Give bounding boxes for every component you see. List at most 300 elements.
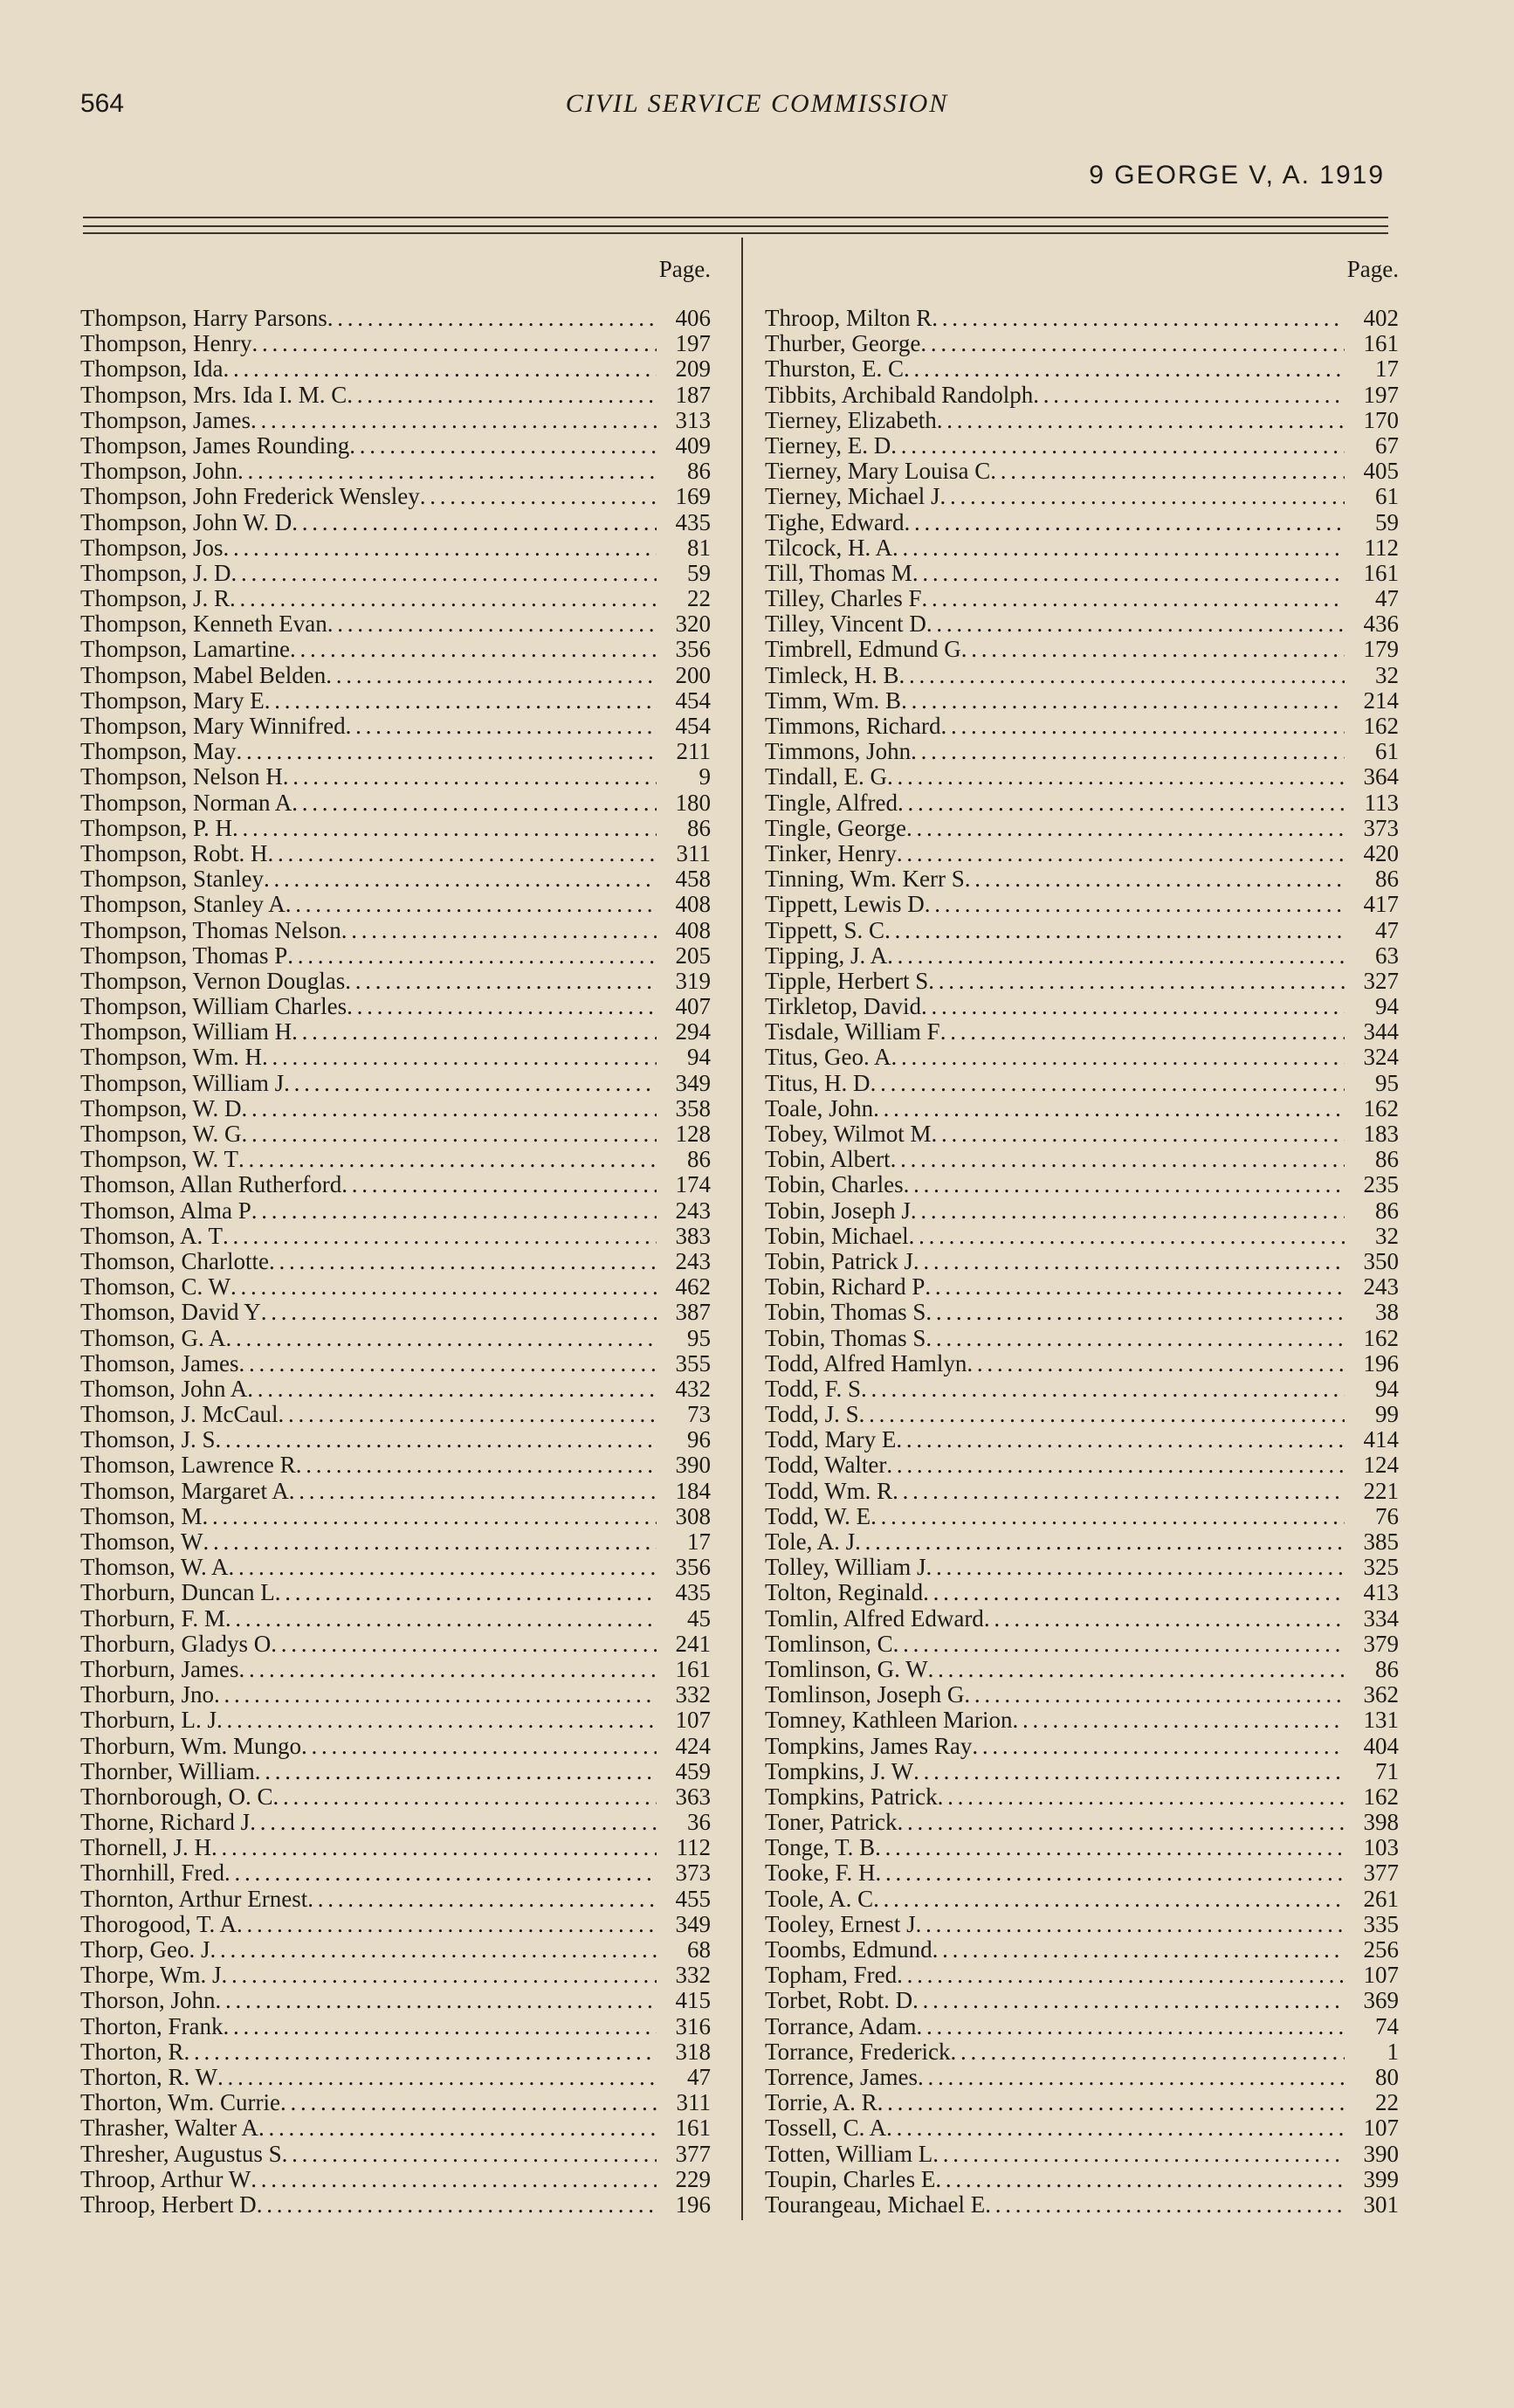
dot-leader xyxy=(965,866,1345,892)
page-number: 564 xyxy=(80,89,125,118)
dot-leader xyxy=(913,1249,1345,1274)
index-entry xyxy=(765,1071,1399,1096)
entry-page: 377 xyxy=(1363,1860,1399,1887)
dot-leader xyxy=(897,1963,1345,1988)
entry-name: Thorpe, Wm. J xyxy=(80,1963,222,1989)
entry-name: Thomson, W xyxy=(80,1529,203,1555)
dot-leader xyxy=(1033,383,1345,408)
entry-name: Todd, Wm. R xyxy=(765,1478,893,1504)
left-index-list xyxy=(80,306,711,2218)
entry-page: 161 xyxy=(675,2115,711,2142)
column-divider xyxy=(741,238,743,2220)
dot-leader xyxy=(286,892,657,917)
dot-leader xyxy=(892,1479,1345,1504)
index-entry xyxy=(765,1580,1399,1605)
entry-page: 408 xyxy=(675,892,711,918)
entry-name: Toombs, Edmund xyxy=(765,1937,932,1963)
entry-name: Thorburn, L. J xyxy=(80,1708,217,1734)
index-entry xyxy=(765,1147,1399,1172)
entry-page: 383 xyxy=(675,1223,711,1249)
dot-leader xyxy=(258,2115,657,2141)
index-entry xyxy=(80,1632,711,1657)
entry-page: 38 xyxy=(1375,1300,1399,1326)
entry-page: 162 xyxy=(1363,1325,1399,1351)
entry-name: Thompson, William J xyxy=(80,1070,285,1096)
entry-page: 211 xyxy=(676,739,711,765)
entry-page: 95 xyxy=(687,1325,711,1351)
index-entry xyxy=(80,1121,711,1147)
dot-leader xyxy=(217,2065,657,2090)
dot-leader xyxy=(301,1734,657,1759)
index-entry xyxy=(765,1887,1399,1912)
entry-name: Thorburn, Wm. Mungo xyxy=(80,1733,301,1759)
entry-name: Thompson, P. H xyxy=(80,815,233,841)
header-rule xyxy=(83,217,1388,218)
dot-leader xyxy=(932,1121,1345,1147)
dot-leader xyxy=(284,1071,657,1096)
entry-page: 22 xyxy=(687,586,711,612)
entry-name: Thompson, W. D xyxy=(80,1095,242,1121)
entry-page: 415 xyxy=(675,1988,711,2014)
dot-leader xyxy=(226,1326,657,1351)
entry-page: 63 xyxy=(1375,942,1399,969)
entry-name: Tobin, Joseph J xyxy=(765,1197,911,1224)
index-entry xyxy=(765,1096,1399,1121)
index-entry xyxy=(80,408,711,433)
dot-leader xyxy=(214,1682,657,1708)
entry-name: Tibbits, Archibald Randolph xyxy=(765,382,1034,408)
index-entry xyxy=(80,892,711,917)
entry-page: 390 xyxy=(675,1452,711,1479)
entry-page: 162 xyxy=(1363,1784,1399,1810)
index-entry xyxy=(80,510,711,535)
dot-leader xyxy=(899,663,1345,688)
index-entry xyxy=(765,2039,1399,2065)
dot-leader xyxy=(871,1504,1345,1529)
index-entry xyxy=(765,739,1399,764)
entry-name: Thorburn, Jno xyxy=(80,1682,214,1708)
entry-page: 414 xyxy=(1363,1427,1399,1453)
dot-leader xyxy=(347,383,657,408)
entry-page: 398 xyxy=(1363,1810,1399,1836)
entry-name: Thompson, Stanley A xyxy=(80,892,286,918)
entry-name: Tierney, Mary Louisa C xyxy=(765,459,991,485)
entry-page: 95 xyxy=(1375,1070,1399,1096)
entry-name: Thompson, Kenneth Evan xyxy=(80,611,327,638)
index-entry xyxy=(80,1504,711,1529)
entry-name: Tinning, Wm. Kerr S xyxy=(765,866,965,893)
dot-leader xyxy=(225,1606,657,1632)
dot-leader xyxy=(275,1580,657,1605)
index-entry xyxy=(765,1810,1399,1835)
dot-leader xyxy=(283,764,657,790)
entry-page: 196 xyxy=(675,2191,711,2218)
entry-page: 362 xyxy=(1363,1682,1399,1708)
index-entry xyxy=(80,306,711,331)
entry-page: 435 xyxy=(675,509,711,535)
entry-page: 179 xyxy=(1363,637,1399,663)
dot-leader xyxy=(223,1224,657,1249)
entry-name: Throop, Arthur W xyxy=(80,2166,251,2192)
entry-page: 243 xyxy=(675,1197,711,1224)
entry-page: 327 xyxy=(1363,968,1399,994)
dot-leader xyxy=(985,2192,1345,2218)
index-entry xyxy=(765,1504,1399,1529)
entry-page: 162 xyxy=(1363,714,1399,739)
index-entry xyxy=(80,688,711,714)
entry-name: Tomney, Kathleen Marion xyxy=(765,1708,1013,1734)
entry-name: Thompson, Stanley xyxy=(80,866,264,893)
index-entry xyxy=(80,943,711,969)
index-entry xyxy=(765,611,1399,637)
entry-name: Thompson, W. G xyxy=(80,1121,242,1147)
entry-name: Toole, A. C xyxy=(765,1886,874,1912)
dot-leader xyxy=(939,484,1345,509)
index-entry xyxy=(80,1887,711,1912)
dot-leader xyxy=(257,2192,657,2218)
entry-name: Tilley, Vincent D xyxy=(765,611,926,638)
entry-page: 335 xyxy=(1363,1911,1399,1937)
entry-name: Tobin, Michael xyxy=(765,1223,909,1249)
entry-page: 436 xyxy=(1363,611,1399,638)
entry-page: 76 xyxy=(1375,1503,1399,1529)
index-entry xyxy=(80,663,711,688)
dot-leader xyxy=(938,1784,1345,1810)
entry-page: 17 xyxy=(1375,356,1399,383)
entry-page: 344 xyxy=(1363,1019,1399,1045)
index-entry xyxy=(765,1835,1399,1860)
entry-name: Todd, Mary E xyxy=(765,1427,897,1453)
dot-leader xyxy=(251,1198,657,1224)
index-entry xyxy=(80,1452,711,1478)
index-entry xyxy=(80,1988,711,2013)
index-entry xyxy=(765,1479,1399,1504)
entry-page: 349 xyxy=(675,1070,711,1096)
entry-name: Thomson, A. T xyxy=(80,1223,224,1249)
dot-leader xyxy=(262,1045,657,1070)
entry-page: 86 xyxy=(1375,866,1399,893)
entry-name: Tipple, Herbert S xyxy=(765,968,929,994)
dot-leader xyxy=(920,331,1345,356)
dot-leader xyxy=(296,1452,657,1478)
index-entry xyxy=(765,637,1399,662)
index-entry xyxy=(80,1376,711,1402)
index-entry xyxy=(80,1172,711,1197)
dot-leader xyxy=(216,1988,657,2013)
index-entry xyxy=(80,637,711,662)
entry-name: Thompson, William Charles xyxy=(80,994,348,1020)
entry-name: Torrance, Frederick xyxy=(765,2039,951,2065)
entry-name: Tomlinson, C xyxy=(765,1631,893,1657)
index-entry xyxy=(80,1045,711,1070)
entry-page: 243 xyxy=(675,1248,711,1274)
entry-name: Thorburn, Gladys O xyxy=(80,1631,272,1657)
index-entry xyxy=(765,1759,1399,1784)
index-entry xyxy=(80,1708,711,1733)
dot-leader xyxy=(873,1096,1345,1121)
entry-name: Toner, Patrick xyxy=(765,1810,898,1836)
entry-page: 243 xyxy=(1363,1274,1399,1301)
index-entry xyxy=(765,1529,1399,1555)
entry-page: 377 xyxy=(675,2141,711,2167)
entry-page: 86 xyxy=(687,815,711,841)
entry-name: Tobin, Thomas S xyxy=(765,1325,926,1351)
dot-leader xyxy=(223,2014,657,2039)
entry-page: 308 xyxy=(675,1503,711,1529)
dot-leader xyxy=(937,408,1345,433)
index-entry xyxy=(765,1402,1399,1427)
index-entry xyxy=(80,969,711,994)
dot-leader xyxy=(892,535,1345,561)
entry-page: 320 xyxy=(675,611,711,638)
right-index-list xyxy=(765,306,1399,2218)
index-entry xyxy=(80,1912,711,1937)
dot-leader xyxy=(271,1632,657,1657)
index-entry xyxy=(80,1300,711,1325)
dot-leader xyxy=(906,816,1345,841)
entry-page: 1 xyxy=(1387,2039,1399,2065)
entry-page: 170 xyxy=(1363,407,1399,433)
dot-leader xyxy=(341,918,657,943)
entry-name: Todd, W. E xyxy=(765,1503,871,1529)
index-entry xyxy=(765,459,1399,484)
dot-leader xyxy=(307,1887,657,1912)
entry-name: Thornborough, O. C xyxy=(80,1784,273,1810)
index-entry xyxy=(765,892,1399,917)
entry-page: 22 xyxy=(1375,2090,1399,2116)
entry-page: 99 xyxy=(1375,1402,1399,1428)
entry-page: 358 xyxy=(675,1095,711,1121)
dot-leader xyxy=(961,637,1345,662)
entry-page: 161 xyxy=(1363,560,1399,586)
dot-leader xyxy=(925,892,1345,917)
entry-name: Thurston, E. C xyxy=(765,356,904,383)
entry-page: 124 xyxy=(1363,1452,1399,1479)
index-entry xyxy=(765,1963,1399,1988)
index-entry xyxy=(80,790,711,816)
index-entry xyxy=(765,994,1399,1019)
index-entry xyxy=(80,1071,711,1096)
dot-leader xyxy=(290,637,657,662)
dot-leader xyxy=(242,1121,657,1147)
index-entry xyxy=(80,1479,711,1504)
entry-page: 409 xyxy=(675,432,711,459)
entry-page: 80 xyxy=(1375,2064,1399,2090)
entry-page: 332 xyxy=(675,1682,711,1708)
index-entry xyxy=(80,383,711,408)
dot-leader xyxy=(928,969,1345,994)
dot-leader xyxy=(268,841,657,866)
dot-leader xyxy=(1013,1708,1345,1733)
index-entry xyxy=(80,714,711,739)
entry-page: 462 xyxy=(675,1274,711,1301)
index-entry xyxy=(765,1988,1399,2013)
entry-page: 301 xyxy=(1363,2191,1399,2218)
dot-leader xyxy=(926,1300,1345,1325)
entry-page: 162 xyxy=(1363,1095,1399,1121)
dot-leader xyxy=(855,1529,1345,1555)
entry-page: 205 xyxy=(675,942,711,969)
entry-page: 67 xyxy=(1375,432,1399,459)
index-entry xyxy=(765,688,1399,714)
entry-name: Timleck, H. B xyxy=(765,662,899,688)
entry-name: Tobin, Charles xyxy=(765,1172,904,1198)
dot-leader xyxy=(327,611,657,637)
entry-page: 325 xyxy=(1363,1555,1399,1581)
index-entry xyxy=(765,331,1399,356)
entry-name: Totten, William L xyxy=(765,2141,933,2167)
entry-name: Thorburn, James xyxy=(80,1656,239,1682)
entry-page: 73 xyxy=(687,1402,711,1428)
entry-name: Tobin, Albert xyxy=(765,1147,891,1173)
entry-page: 356 xyxy=(675,637,711,663)
entry-name: Tilley, Charles F xyxy=(765,586,922,612)
index-entry xyxy=(765,816,1399,841)
dot-leader xyxy=(265,688,657,714)
entry-page: 399 xyxy=(1363,2166,1399,2192)
dot-leader xyxy=(292,790,657,816)
dot-leader xyxy=(926,611,1345,637)
index-entry xyxy=(80,2014,711,2039)
index-entry xyxy=(765,1121,1399,1147)
index-entry xyxy=(765,2115,1399,2141)
dot-leader xyxy=(897,1810,1345,1835)
entry-page: 379 xyxy=(1363,1631,1399,1657)
index-entry xyxy=(80,1198,711,1224)
index-entry xyxy=(80,866,711,892)
entry-page: 94 xyxy=(687,1045,711,1071)
entry-name: Toupin, Charles E xyxy=(765,2166,936,2192)
entry-name: Tompkins, Patrick xyxy=(765,1784,938,1810)
entry-page: 390 xyxy=(1363,2141,1399,2167)
index-entry xyxy=(765,1351,1399,1376)
entry-name: Timbrell, Edmund G xyxy=(765,637,961,663)
entry-name: Thomson, J. S xyxy=(80,1427,216,1453)
dot-leader xyxy=(231,561,657,586)
dot-leader xyxy=(264,866,657,892)
dot-leader xyxy=(289,1479,657,1504)
entry-page: 332 xyxy=(675,1963,711,1989)
dot-leader xyxy=(326,663,657,688)
entry-name: Torbet, Robt. D xyxy=(765,1988,913,2014)
index-entry xyxy=(765,1249,1399,1274)
dot-leader xyxy=(926,1555,1345,1580)
entry-page: 313 xyxy=(675,407,711,433)
dot-leader xyxy=(932,306,1345,331)
index-entry xyxy=(765,841,1399,866)
entry-name: Tobey, Wilmot M xyxy=(765,1121,932,1147)
entry-page: 47 xyxy=(1375,917,1399,943)
dot-leader xyxy=(926,1326,1345,1351)
index-entry xyxy=(765,1452,1399,1478)
dot-leader xyxy=(238,1657,657,1682)
index-entry xyxy=(765,1427,1399,1452)
entry-page: 387 xyxy=(675,1300,711,1326)
entry-name: Thompson, John Frederick Wensley xyxy=(80,484,420,510)
index-entry xyxy=(80,1759,711,1784)
entry-name: Thorogood, T. A xyxy=(80,1911,237,1937)
entry-page: 316 xyxy=(675,2013,711,2039)
entry-page: 350 xyxy=(1363,1248,1399,1274)
dot-leader xyxy=(279,1402,657,1427)
index-entry xyxy=(765,1734,1399,1759)
dot-leader xyxy=(237,739,657,764)
dot-leader xyxy=(972,1734,1345,1759)
index-entry xyxy=(80,561,711,586)
entry-name: Throop, Herbert D xyxy=(80,2191,257,2218)
index-entry xyxy=(765,1632,1399,1657)
entry-name: Timmons, John xyxy=(765,739,912,765)
dot-leader xyxy=(224,1860,657,1886)
entry-page: 17 xyxy=(687,1529,711,1555)
entry-page: 256 xyxy=(1363,1937,1399,1963)
index-entry xyxy=(765,1045,1399,1070)
entry-name: Toale, John xyxy=(765,1095,874,1121)
entry-name: Thomson, Lawrence R xyxy=(80,1452,296,1479)
dot-leader xyxy=(912,1988,1345,2013)
index-entry xyxy=(80,586,711,611)
entry-page: 221 xyxy=(1363,1478,1399,1504)
index-entry xyxy=(765,1606,1399,1632)
dot-leader xyxy=(237,1912,657,1937)
dot-leader xyxy=(932,1937,1345,1963)
dot-leader xyxy=(884,918,1345,943)
dot-leader xyxy=(345,969,657,994)
dot-leader xyxy=(990,459,1345,484)
entry-name: Todd, J. S xyxy=(765,1402,859,1428)
entry-name: Thompson, Thomas P xyxy=(80,942,288,969)
index-entry xyxy=(765,1172,1399,1197)
index-entry xyxy=(80,1606,711,1632)
dot-leader xyxy=(341,1172,657,1197)
entry-name: Tindall, E. G xyxy=(765,764,888,790)
dot-leader xyxy=(877,2090,1345,2115)
entry-name: Thompson, Henry xyxy=(80,331,252,357)
index-entry xyxy=(765,1019,1399,1045)
entry-name: Tomlin, Alfred Edward xyxy=(765,1605,984,1632)
entry-page: 311 xyxy=(676,840,711,866)
dot-leader xyxy=(928,1657,1345,1682)
index-entry xyxy=(80,739,711,764)
index-entry xyxy=(765,586,1399,611)
index-entry xyxy=(80,1529,711,1555)
index-entry xyxy=(765,663,1399,688)
dot-leader xyxy=(875,1835,1345,1860)
entry-name: Tobin, Patrick J xyxy=(765,1248,913,1274)
entry-name: Thompson, Mabel Belden xyxy=(80,662,327,688)
entry-page: 404 xyxy=(1363,1733,1399,1759)
entry-name: Thompson, John xyxy=(80,459,238,485)
index-entry xyxy=(80,2142,711,2167)
index-entry xyxy=(80,1427,711,1452)
entry-page: 36 xyxy=(687,1810,711,1836)
index-entry xyxy=(765,1300,1399,1325)
entry-name: Tomlinson, G. W xyxy=(765,1656,928,1682)
entry-page: 454 xyxy=(675,687,711,714)
entry-page: 112 xyxy=(676,1835,711,1861)
index-entry xyxy=(80,1224,711,1249)
entry-page: 405 xyxy=(1363,459,1399,485)
dot-leader xyxy=(251,331,657,356)
entry-page: 32 xyxy=(1375,1223,1399,1249)
dot-leader xyxy=(261,1300,657,1325)
dot-leader xyxy=(255,1759,657,1784)
dot-leader xyxy=(922,586,1345,611)
index-entry xyxy=(765,561,1399,586)
dot-leader xyxy=(984,1606,1345,1632)
entry-name: Torrence, James xyxy=(765,2064,919,2090)
dot-leader xyxy=(237,459,657,484)
